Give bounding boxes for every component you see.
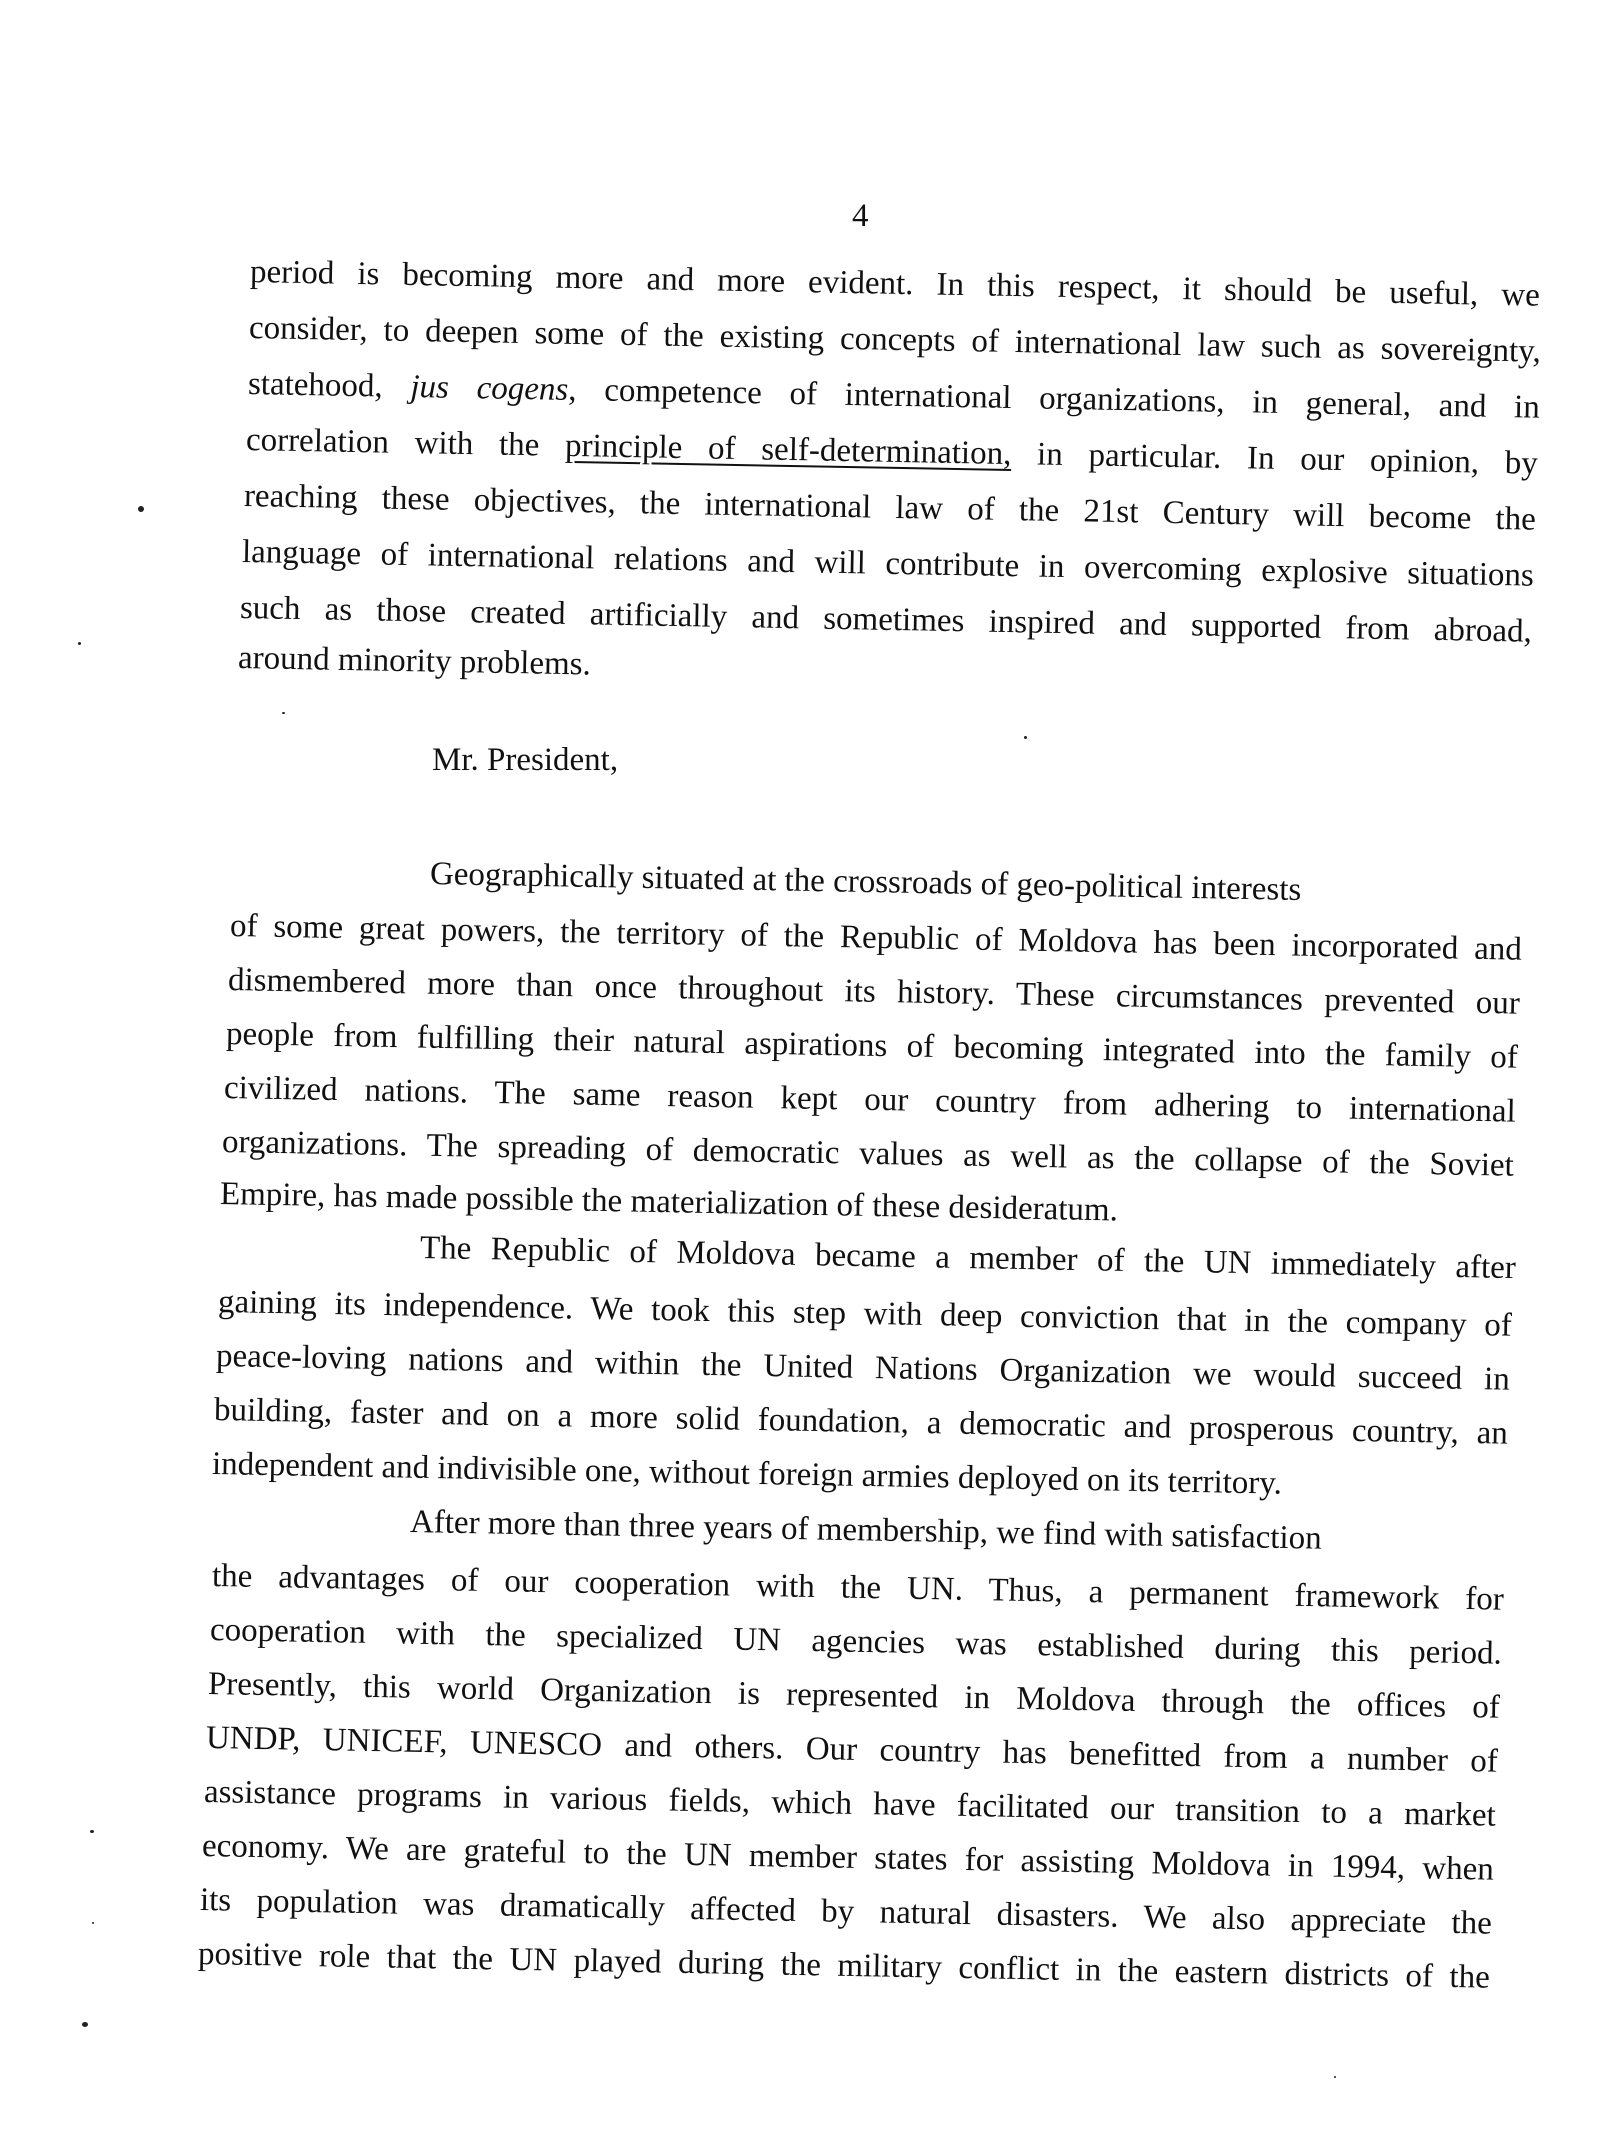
scan-speck (90, 1830, 94, 1833)
text-line: organizations. The spreading of democratic values as well as the collapse of the Soviet (221, 1124, 1515, 1184)
text-line: UNDP, UNICEF, UNESCO and others. Our country has benefitted from a number of (205, 1720, 1499, 1780)
scan-speck (282, 712, 285, 714)
text-line: After more than three years of membership, we find with satisfaction (409, 1504, 1322, 1557)
text-fragment: statehood, (247, 366, 411, 405)
text-fragment: correlation with the (245, 422, 566, 464)
text-line: assistance programs in various fields, which have facilitated our transition to a market (203, 1774, 1497, 1834)
text-line: civilized nations. The same reason kept our country from adhering to international (223, 1070, 1517, 1130)
text-line (246, 422, 1538, 482)
text-line: period is becoming more and more evident. In this respect, it should be useful, we (249, 254, 1541, 314)
salutation: Mr. President, (432, 742, 619, 778)
italic-term: jus cogens (410, 368, 569, 408)
text-line: Empire, has made possible the materialization of these desideratum. (219, 1176, 1119, 1229)
scan-speck (1024, 736, 1027, 739)
text-line: such as those created artificially and sometimes inspired and supported from abroad, (239, 590, 1533, 650)
text-line: the advantages of our cooperation with the UN. Thus, a permanent framework for (211, 1558, 1505, 1618)
text-line: independent and indivisible one, without foreign armies deployed on its territory. (211, 1446, 1283, 1502)
text-line: positive role that the UN played during the military conflict in the eastern districts of the (197, 1936, 1491, 1996)
text-line: reaching these objectives, the international law of the 21st Century will become the (243, 478, 1537, 538)
scan-speck (82, 2022, 88, 2027)
scan-speck (138, 506, 144, 512)
text-line: Geographically situated at the crossroads of geo-political interests (429, 856, 1302, 908)
text-fragment: , competence of international organizations, in general, and in (567, 371, 1541, 426)
text-line: its population was dramatically affected by natural disasters. We also appreciate the (199, 1882, 1493, 1942)
scan-speck (1334, 2076, 1336, 2078)
text-line: language of international relations and will contribute in overcoming explosive situations (241, 534, 1535, 594)
text-line: economy. We are grateful to the UN member states for assisting Moldova in 1994, when (201, 1828, 1495, 1888)
text-line: gaining its independence. We took this step with deep conviction that in the company of (217, 1284, 1513, 1344)
text-line: around minority problems. (237, 640, 592, 683)
text-line: cooperation with the specialized UN agencies was established during this period. (209, 1612, 1503, 1672)
text-line (248, 366, 1540, 426)
scan-speck (92, 1922, 94, 1924)
text-line: Presently, this world Organization is represented in Moldova through the offices of (207, 1666, 1501, 1726)
text-line: dismembered more than once throughout its history. These circumstances prevented our (227, 962, 1521, 1022)
underlined-term: principle of self-determination, (564, 427, 1012, 473)
text-line: people from fulfilling their natural aspirations of becoming integrated into the family of (225, 1016, 1519, 1076)
text-line: The Republic of Moldova became a member of the UN immediately after (419, 1230, 1517, 1287)
scan-speck (78, 642, 81, 645)
page-number: 4 (852, 198, 869, 234)
text-line: peace-loving nations and within the United Nations Organization we would succeed in (215, 1338, 1511, 1398)
text-fragment: in particular. In our opinion, by (1011, 436, 1539, 482)
text-line: building, faster and on a more solid foundation, a democratic and prosperous country, an (213, 1392, 1509, 1452)
text-line: of some great powers, the territory of the Republic of Moldova has been incorporated and (229, 908, 1523, 968)
text-line: consider, to deepen some of the existing concepts of international law such as sovereignty, (248, 310, 1542, 370)
